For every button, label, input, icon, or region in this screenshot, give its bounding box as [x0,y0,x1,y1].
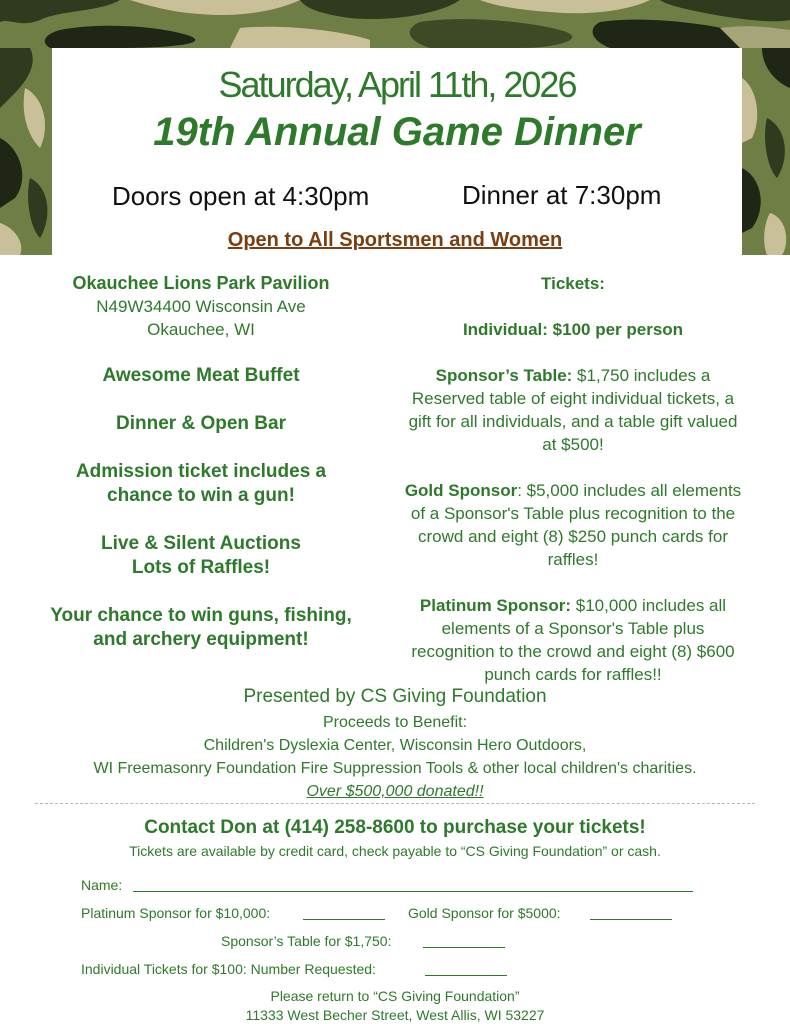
gold-sponsor-label: Gold Sponsor [404,481,518,500]
beneficiaries-block [0,711,790,803]
return-address: 11333 West Becher Street, West Allis, WI 53227 [245,1007,545,1023]
camouflage-border-left [0,48,52,255]
sponsor-table-label: Sponsor’s Table for $1,750: [221,933,392,949]
sponsor-table-text: Reserved table of eight individual tickets, a [411,389,735,408]
sponsor-table-text: at $500! [542,435,604,454]
sponsor-table-label: Sponsor’s Table: [435,366,573,385]
return-instructions: Please return to “CS Giving Foundation” [270,988,520,1004]
section-divider [35,803,755,804]
proceeds-heading: Proceeds to Benefit: [322,714,468,731]
name-label: Name: [81,877,123,893]
payment-info: Tickets are available by credit card, check payable to “CS Giving Foundation” or cash. [129,843,661,859]
venue-street: N49W34400 Wisconsin Ave [96,297,306,316]
gold-sponsor-label: Gold Sponsor for $5000: [408,905,561,921]
camouflage-border-right [742,48,790,255]
auctions-line-1: Live & Silent Auctions [101,533,301,554]
platinum-sponsor-text: punch cards for raffles!! [484,665,662,684]
platinum-sponsor-label: Platinum Sponsor for $10,000: [81,905,271,921]
gold-sponsor-text: raffles! [547,550,599,569]
sponsor-table-field[interactable] [423,947,505,948]
individual-ticket-price: Individual: $100 per person [462,320,684,339]
sponsor-table-text: $1,750 includes a [572,366,711,385]
doors-open-time: Doors open at 4:30pm [112,181,370,211]
presenter: Presented by CS Giving Foundation [243,686,547,707]
individual-tickets-label: Individual Tickets for $100: Number Requested: [81,961,376,977]
gold-sponsor-offer [386,479,760,502]
charities-line-1: Children's Dyslexia Center, Wisconsin Hero Outdoors, [203,737,587,754]
admission-line-1: Admission ticket includes a [75,461,327,482]
platinum-sponsor-text: elements of a Sponsor's Table plus [441,619,705,638]
gold-sponsor-text: crowd and eight (8) $250 punch cards for [418,527,728,546]
venue-name: Okauchee Lions Park Pavilion [72,273,330,293]
prizes-line-2: and archery equipment! [93,629,309,650]
platinum-sponsor-offer [386,594,760,617]
charities-line-2: WI Freemasonry Foundation Fire Suppression Tools & other local children's charities. [93,760,697,777]
platinum-sponsor-text: $10,000 includes all [571,596,727,615]
sponsor-table-text: gift for all individuals, and a table gift valued [408,412,738,431]
platinum-sponsor-field[interactable] [303,919,385,920]
contact-line: Contact Don at (414) 258-8600 to purchase your tickets! [144,817,646,838]
platinum-sponsor-text: recognition to the crowd and eight (8) $600 [411,642,735,661]
prizes-line-1: Your chance to win guns, fishing, [50,605,352,626]
tickets-column [386,272,760,686]
gold-sponsor-text: of a Sponsor's Table plus recognition to the [410,504,736,523]
sponsor-table-offer [386,364,760,387]
buffet-highlight: Awesome Meat Buffet [102,365,300,386]
camouflage-border-top [0,0,790,48]
admission-line-2: chance to win a gun! [107,485,295,506]
dinner-time: Dinner at 7:30pm [462,180,662,210]
event-title: 19th Annual Game Dinner [153,110,641,154]
individual-tickets-field[interactable] [425,975,507,976]
name-field[interactable] [133,891,693,892]
event-details-column [20,272,382,652]
open-to-heading: Open to All Sportsmen and Women [227,229,563,251]
platinum-sponsor-label: Platinum Sponsor: [419,596,572,615]
event-date: Saturday, April 11th, 2026 [218,64,576,105]
open-bar-highlight: Dinner & Open Bar [116,413,286,434]
auctions-line-2: Lots of Raffles! [131,557,271,578]
tickets-heading: Tickets: [541,274,605,293]
venue-city: Okauchee, WI [147,320,255,339]
gold-sponsor-text: : $5,000 includes all elements [517,481,742,500]
gold-sponsor-field[interactable] [590,919,672,920]
donation-total: Over $500,000 donated!! [306,783,484,800]
